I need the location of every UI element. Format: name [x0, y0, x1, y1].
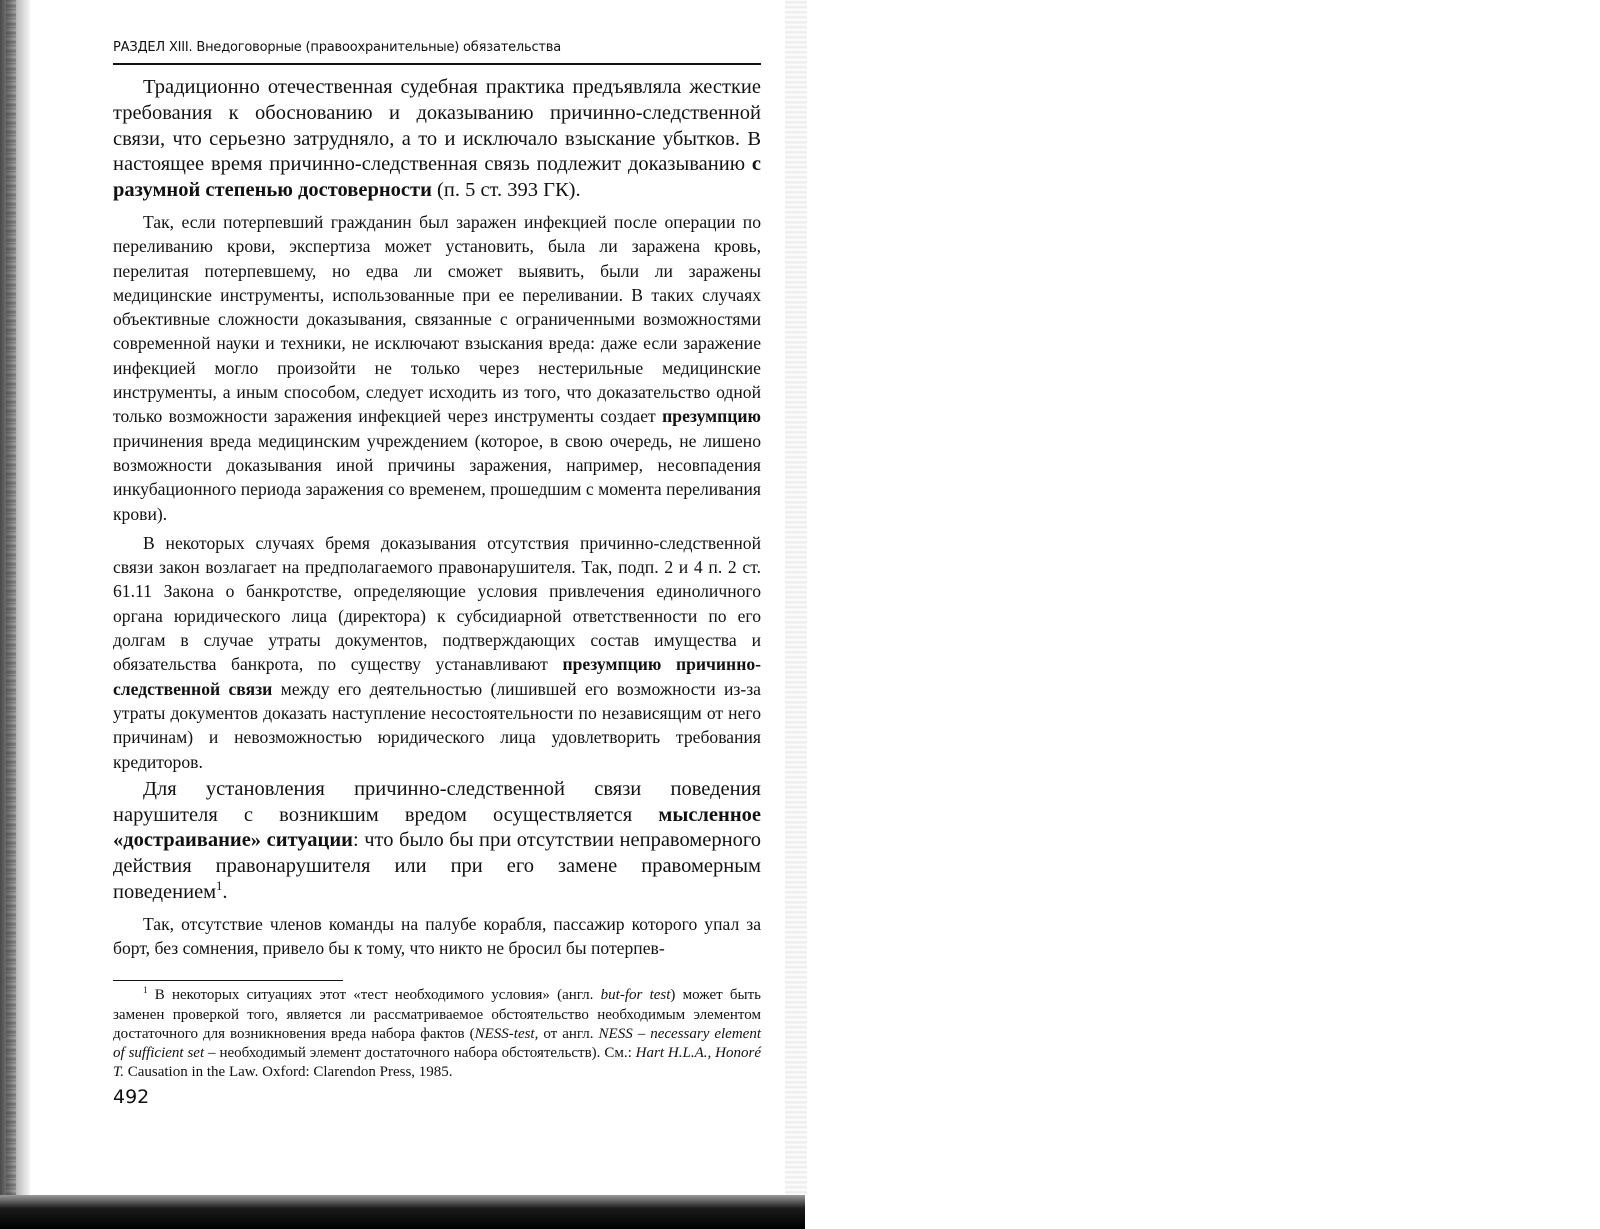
- bottom-scan-shadow: [0, 1195, 805, 1229]
- footnote-text: Causation in the Law. Oxford: Clarendon Press, 1985.: [123, 1064, 453, 1081]
- footnote-text: от англ.: [538, 1025, 599, 1042]
- paragraph-2-text: Так, если потерпевший гражданин был заражен инфекцией после операции по переливанию крови, экспертиза может установить, была ли заражена кровь, перелитая потерпевшему, но едва ли сможет выявить, были ли заражены медицинские инструменты, использованные при ее переливании. В таких случаях объективные сложности доказывания, связанные с ограниченными возможностями современной науки и техники, не исключают взыскания вреда: даже если заражение инфекцией могло произойти не только через нестерильные медицинские инструменты, а иным способом, следует исходить из того, что доказательство одной только возможности заражения инфекцией через инструменты создает: [113, 211, 761, 427]
- page-number: 492: [113, 1086, 150, 1108]
- footnote-text: – необходимый элемент достаточного набора обстоятельств). См.:: [204, 1045, 636, 1061]
- paragraph-1-bold: с разумной степенью достоверности: [113, 153, 761, 202]
- paragraph-4-bold: мысленное «достраивание» ситуации: [113, 803, 761, 852]
- footnote-divider: [113, 980, 343, 981]
- footnote-reference[interactable]: 1: [216, 879, 223, 894]
- footnote-text: ) может быть заменен проверкой того, является ли рассматриваемое обстоятельство необходимым элементом достаточного для возникновения вреда набора фактов (: [113, 987, 762, 1042]
- paragraph-5-text: Так, отсутствие членов команды на палубе корабля, пассажир которого упал за борт, без сомнения, привело бы к тому, что никто не бросил бы потерпев-: [113, 913, 761, 959]
- binding-shadow: [0, 0, 30, 1229]
- paragraph-5: [113, 912, 761, 961]
- main-text: [113, 75, 761, 960]
- paragraph-1: [113, 75, 761, 204]
- paragraph-3-text: В некоторых случаях бремя доказывания отсутствия причинно-следственной связи закон возлагает на предполагаемого правонарушителя. Так, подп. 2 и 4 п. 2 ст. 61.11 Закона о банкротстве, определяющие условия привлечения единоличного органа юридического лица (директора) к субсидиарной ответственности по его долгам в случае утраты документов, подтверждающих состав имущества и обязательства банкрота, по существу устанавливают: [113, 532, 761, 675]
- paragraph-4-tail: : что было бы при отсутствии неправомерного действия правонарушителя или при его замене правомерным поведением: [113, 829, 762, 903]
- page-content: [113, 40, 761, 1082]
- paragraph-3: [113, 531, 761, 774]
- footnote-italic: NESS-test,: [474, 1025, 539, 1042]
- footnote-italic: NESS – necessary element of sufficient set: [113, 1025, 762, 1061]
- footnote-marker: 1: [143, 985, 148, 996]
- paragraph-1-tail: (п. 5 ст. 393 ГК).: [431, 179, 581, 202]
- page-edge-speckle: [785, 0, 807, 1195]
- paragraph-3-bold: презумпцию причинно-следственной связи: [113, 654, 761, 699]
- paragraph-4-text: Для установления причинно-следственной связи поведения нарушителя с возникшим вредом осуществляется: [113, 777, 761, 826]
- running-head: РАЗДЕЛ XIII. Внедоговорные (правоохранительные) обязательства: [113, 40, 761, 65]
- paragraph-3-tail: между его деятельностью (лишившей его возможности из-за утраты документов доказать наступление несостоятельности по независящим от него причинам) и невозможностью юридического лица удовлетворить требования кредиторов.: [113, 678, 761, 772]
- footnote-italic: Hart H.L.A., Honoré T.: [113, 1045, 761, 1081]
- paragraph-4: [113, 777, 761, 906]
- paragraph-2: [113, 210, 761, 526]
- footnote-text: В некоторых ситуациях этот «тест необходимого условия» (англ.: [147, 987, 601, 1004]
- paragraph-2-bold: презумпцию: [662, 406, 761, 427]
- paragraph-2-tail: причинения вреда медицинским учреждением (которое, в свою очередь, не лишено возможности доказывания иной причины заражения, например, несовпадения инкубационного периода заражения со временем, прошедшим с момента переливания крови).: [113, 430, 761, 524]
- paragraph-4-end: .: [222, 881, 228, 903]
- footnote: [113, 986, 761, 1082]
- paragraph-1-text: Традиционно отечественная судебная практика предъявляла жесткие требования к обоснованию и доказыванию причинно-следственной связи, что серьезно затрудняло, а то и исключало взыскание убытков. В настоящее время причинно-следственная связь подлежит доказыванию: [113, 76, 761, 176]
- footnote-italic: but-for test: [600, 987, 671, 1004]
